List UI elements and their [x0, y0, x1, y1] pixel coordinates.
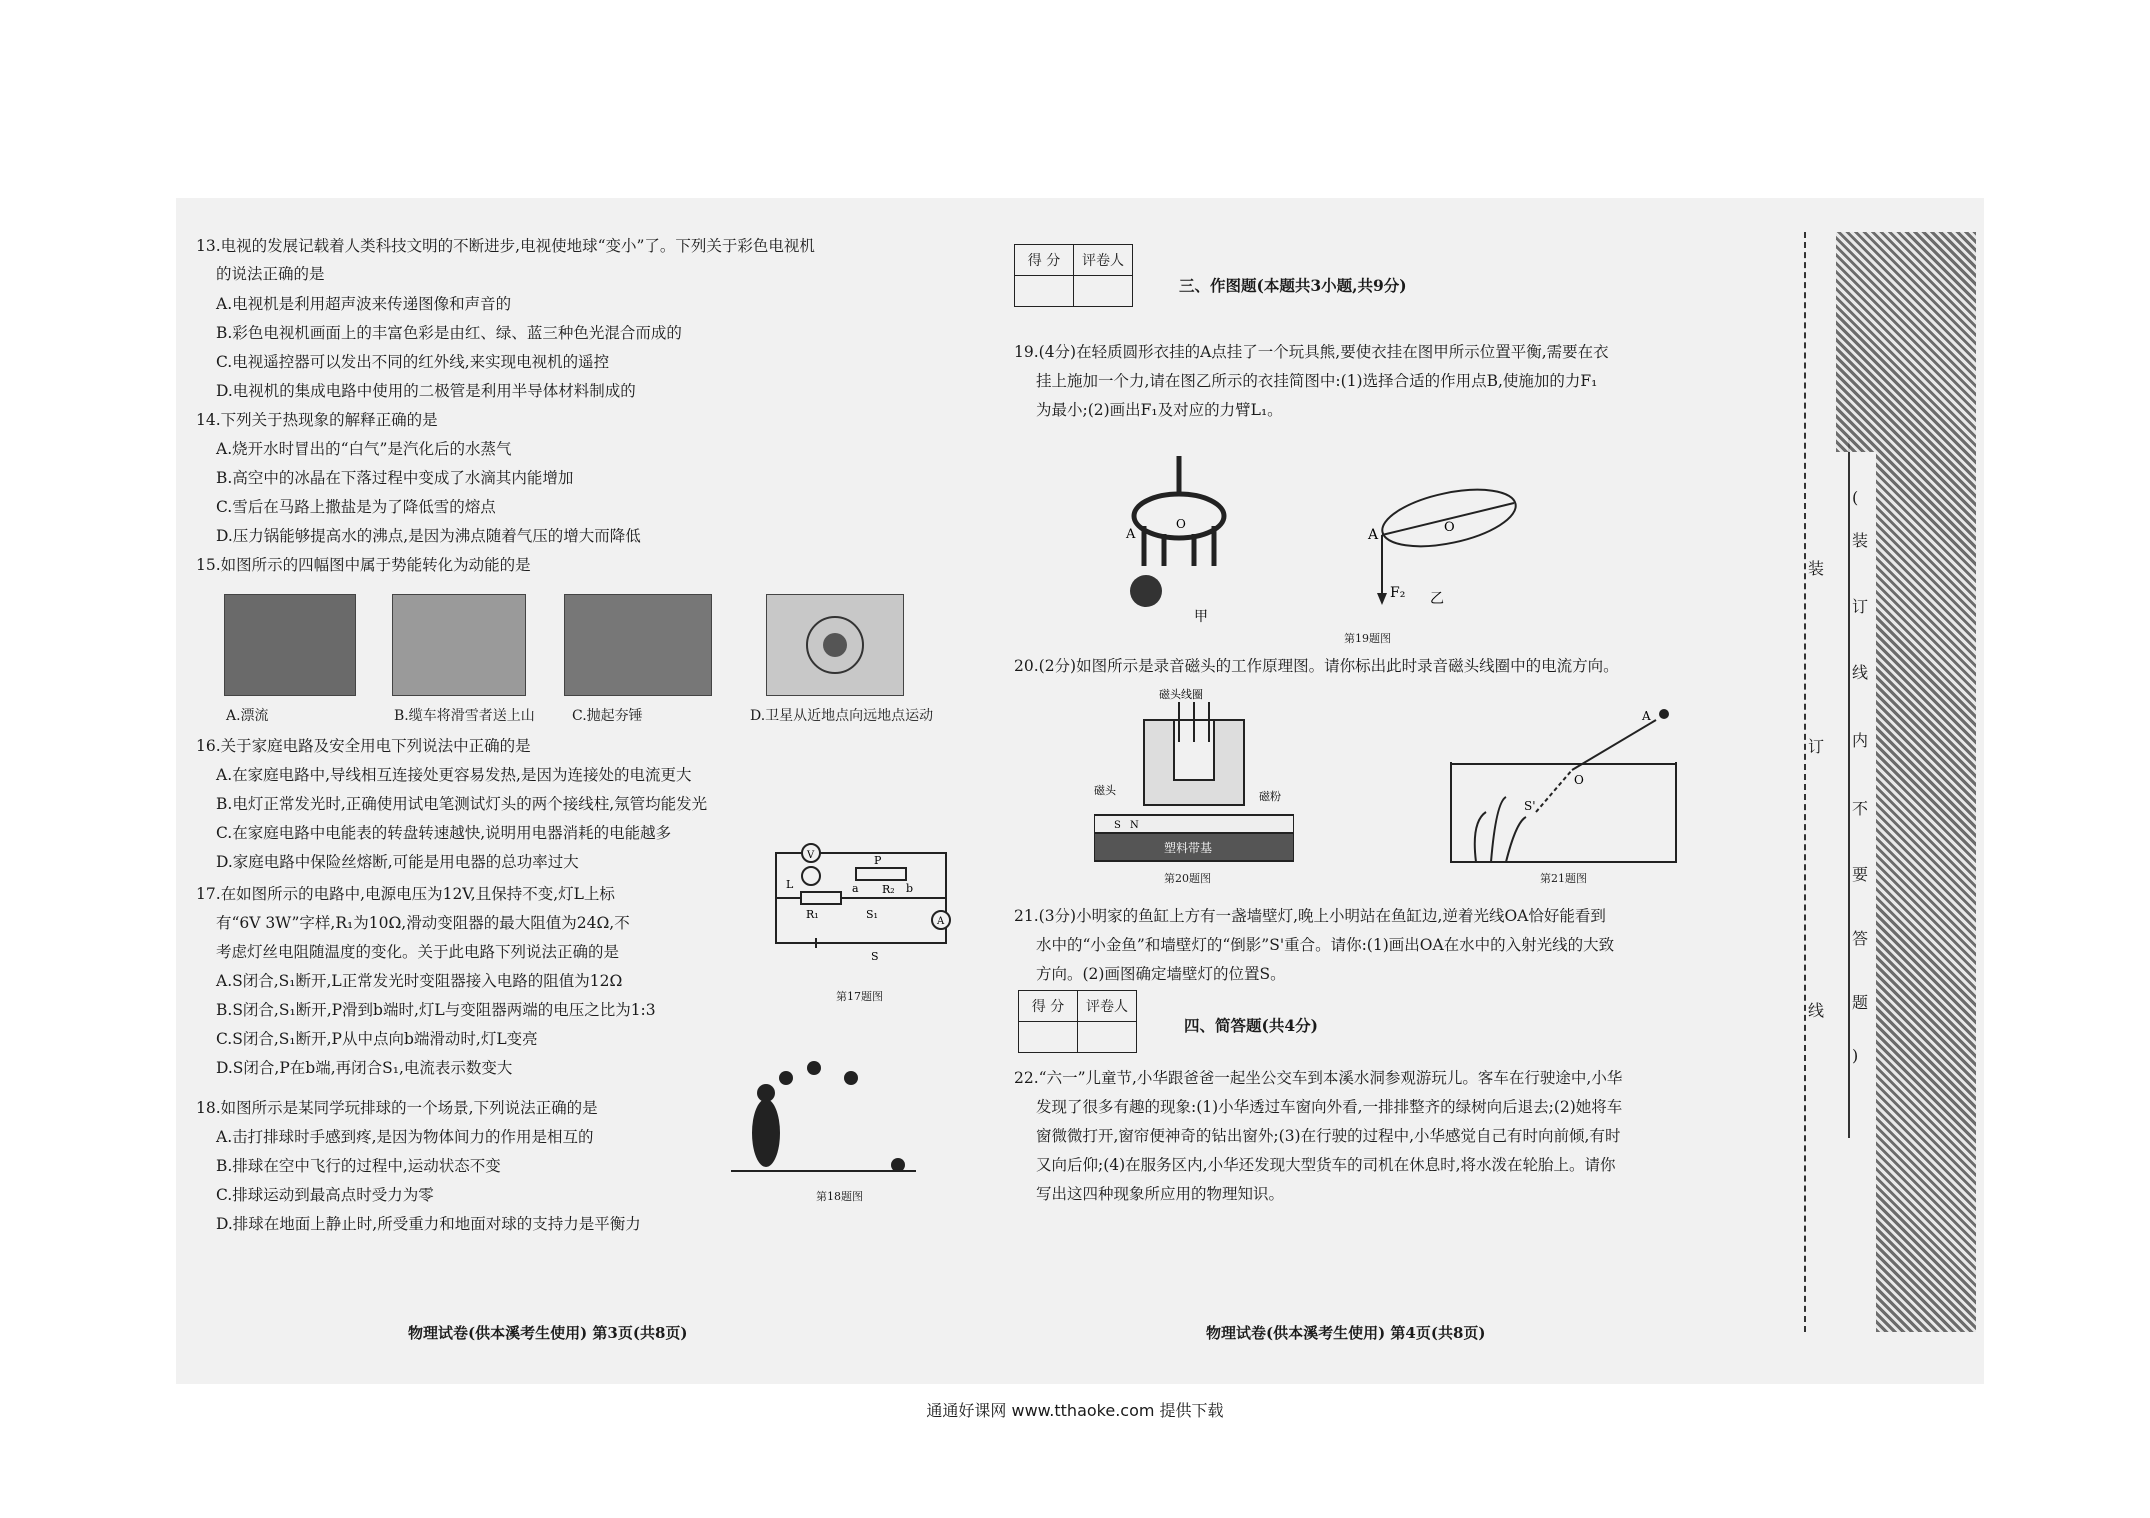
notice-char-6: 要 — [1852, 865, 1869, 884]
q19-line-1: 19.(4分)在轻质圆形衣挂的A点挂了一个玩具熊,要使衣挂在图甲所示位置平衡,需要在衣 — [1014, 343, 1609, 361]
q17-option-a: A.S闭合,S₁断开,L正常发光时变阻器接入电路的阻值为12Ω — [216, 972, 623, 990]
q14-option-b: B.高空中的冰晶在下落过程中变成了水滴其内能增加 — [216, 469, 574, 487]
switch-s-label: S — [871, 950, 879, 963]
q20-stem: 20.(2分)如图所示是录音磁头的工作原理图。请你标出此时录音磁头线圈中的电流方向。 — [1014, 657, 1619, 675]
notice-char-1: 装 — [1852, 531, 1869, 550]
q18-option-a: A.击打排球时手感到疼,是因为物体间力的作用是相互的 — [216, 1128, 594, 1146]
toy-bear-icon — [1130, 575, 1162, 607]
q17-line-1: 17.在如图所示的电路中,电源电压为12V,且保持不变,灯L上标 — [196, 885, 615, 903]
page-3-footer: 物理试卷(供本溪考生使用) 第3页(共8页) — [408, 1324, 688, 1342]
section-3-heading: 三、作图题(本题共3小题,共9分) — [1179, 276, 1407, 295]
section-4-heading: 四、简答题(共4分) — [1184, 1016, 1318, 1035]
notice-char-2: 订 — [1852, 597, 1869, 616]
score-table-section-4 — [1018, 990, 1137, 1053]
q21-line-3: 方向。(2)画图确定墙壁灯的位置S。 — [1036, 965, 1286, 983]
q16-stem: 16.关于家庭电路及安全用电下列说法中正确的是 — [196, 737, 531, 755]
binding-dashed-line — [1804, 232, 1806, 1332]
coil-label: 磁头线圈 — [1159, 688, 1203, 701]
q15-option-b: B.缆车将滑雪者送上山 — [394, 708, 535, 724]
binding-char-inner: 线 — [1808, 1001, 1825, 1020]
q20-recording-head-figure — [1094, 682, 1294, 882]
q17-option-c: C.S闭合,S₁断开,P从中点向b端滑动时,灯L变亮 — [216, 1030, 538, 1048]
rammer-photo — [564, 594, 712, 696]
q19-figure-jia — [1124, 456, 1234, 626]
q17-option-d: D.S闭合,P在b端,再闭合S₁,电流表示数变大 — [216, 1059, 513, 1077]
q21-fish-tank-figure — [1446, 702, 1686, 872]
q22-line-3: 窗微微打开,窗帘便神奇的钻出窗外;(3)在行驶的过程中,小华感觉自己有时向前倾,有时 — [1036, 1127, 1621, 1145]
head-label: 磁头 — [1094, 784, 1116, 797]
q22-line-5: 写出这四种现象所应用的物理知识。 — [1036, 1185, 1285, 1203]
ball-icon — [779, 1071, 793, 1085]
yi-label: 乙 — [1430, 591, 1444, 607]
voltmeter-label: V — [807, 850, 815, 861]
q14-stem: 14.下列关于热现象的解释正确的是 — [196, 411, 438, 429]
page-4-footer: 物理试卷(供本溪考生使用) 第4页(共8页) — [1206, 1324, 1486, 1342]
score-table-section-3 — [1014, 244, 1133, 307]
q21-image-s: S' — [1524, 799, 1536, 813]
q13-line-1: 13.电视的发展记载着人类科技文明的不断进步,电视使地球“变小”了。下列关于彩色电视机 — [196, 237, 815, 255]
q21-point-o: O — [1574, 773, 1584, 787]
q17-line-2: 有“6V 3W”字样,R₁为10Ω,滑动变阻器的最大阻值为24Ω,不 — [216, 914, 630, 932]
hatch-pattern-side — [1876, 452, 1976, 1332]
eye-icon — [1659, 709, 1669, 719]
notice-char-4: 内 — [1852, 731, 1869, 750]
q19-line-3: 为最小;(2)画出F₁及对应的力臂L₁。 — [1036, 401, 1283, 419]
q17-circuit-diagram — [756, 838, 956, 968]
q15-stem: 15.如图所示的四幅图中属于势能转化为动能的是 — [196, 556, 531, 574]
notice-char-3: 线 — [1852, 663, 1869, 682]
q19-figure-yi — [1354, 473, 1524, 613]
r1-label: R₁ — [806, 908, 819, 921]
q18-option-b: B.排球在空中飞行的过程中,运动状态不变 — [216, 1157, 501, 1175]
q15-option-d: D.卫星从近地点向远地点运动 — [750, 708, 934, 724]
q16-option-d: D.家庭电路中保险丝熔断,可能是用电器的总功率过大 — [216, 853, 579, 871]
jia-point-a: A — [1126, 527, 1136, 542]
q13-option-b: B.彩色电视机画面上的丰富色彩是由红、绿、蓝三种色光混合而成的 — [216, 324, 682, 342]
q17-figure-caption: 第17题图 — [836, 990, 883, 1003]
yi-point-a: A — [1368, 527, 1379, 543]
jia-label: 甲 — [1194, 609, 1208, 625]
download-caption: 通通好课网 www.tthaoke.com 提供下载 — [926, 1401, 1224, 1420]
jia-point-o: O — [1176, 517, 1186, 531]
r2-label: R₂ — [882, 883, 895, 896]
tape-pole-s: S — [1114, 820, 1121, 831]
notice-char-0: ( — [1852, 488, 1859, 507]
q18-figure-caption: 第18题图 — [816, 1190, 863, 1203]
q22-line-4: 又向后仰;(4)在服务区内,小华还发现大型货车的司机在休息时,将水泼在轮胎上。请你 — [1036, 1156, 1616, 1174]
q16-option-c: C.在家庭电路中电能表的转盘转速越快,说明用电器消耗的电能越多 — [216, 824, 672, 842]
powder-label: 磁粉 — [1259, 790, 1281, 803]
q14-option-a: A.烧开水时冒出的“白气”是汽化后的水蒸气 — [216, 440, 512, 458]
cable-car-photo — [392, 594, 526, 696]
q14-option-c: C.雪后在马路上撒盐是为了降低雪的熔点 — [216, 498, 496, 516]
q15-option-a: A.漂流 — [226, 708, 269, 724]
binding-char-mid: 订 — [1808, 737, 1825, 756]
q16-option-b: B.电灯正常发光时,正确使用试电笔测试灯头的两个接线柱,氖管均能发光 — [216, 795, 708, 813]
q18-option-c: C.排球运动到最高点时受力为零 — [216, 1186, 434, 1204]
q18-stem: 18.如图所示是某同学玩排球的一个场景,下列说法正确的是 — [196, 1099, 598, 1117]
q13-line-2: 的说法正确的是 — [216, 265, 325, 283]
q18-option-d: D.排球在地面上静止时,所受重力和地面对球的支持力是平衡力 — [216, 1215, 641, 1233]
slider-label: P — [874, 854, 882, 867]
lamp-label: L — [786, 878, 794, 891]
grader-cell — [1078, 1022, 1137, 1053]
exam-sheet — [176, 198, 1984, 1384]
score-cell — [1019, 1022, 1078, 1053]
rafting-photo — [224, 594, 356, 696]
q17-line-3: 考虑灯丝电阻随温度的变化。关于此电路下列说法正确的是 — [216, 943, 620, 961]
satellite-photo — [766, 594, 904, 696]
q13-option-c: C.电视遥控器可以发出不同的红外线,来实现电视机的遥控 — [216, 353, 610, 371]
force-f2-label: F₂ — [1390, 585, 1406, 601]
ammeter-label: A — [937, 916, 945, 927]
q21-line-2: 水中的“小金鱼”和墙壁灯的“倒影”S'重合。请你:(1)画出OA在水中的入射光线的大致 — [1036, 936, 1615, 954]
satellite-orbit-icon — [767, 595, 903, 695]
q21-point-a: A — [1642, 709, 1651, 723]
q19-figure-caption: 第19题图 — [1344, 632, 1391, 645]
notice-char-5: 不 — [1852, 799, 1869, 818]
q13-option-d: D.电视机的集成电路中使用的二极管是利用半导体材料制成的 — [216, 382, 636, 400]
yi-point-o: O — [1444, 520, 1455, 535]
tape-pole-n: N — [1130, 820, 1139, 831]
binding-solid-line — [1848, 438, 1850, 1138]
score-header: 得 分 — [1015, 245, 1074, 276]
q17-option-b: B.S闭合,S₁断开,P滑到b端时,灯L与变阻器两端的电压之比为1:3 — [216, 1001, 656, 1019]
score-header: 得 分 — [1019, 991, 1078, 1022]
q21-line-1: 21.(3分)小明家的鱼缸上方有一盏墙壁灯,晚上小明站在鱼缸边,逆着光线OA恰好能看到 — [1014, 907, 1606, 925]
notice-char-8: 题 — [1852, 993, 1869, 1012]
grader-cell — [1074, 276, 1133, 307]
binding-char-outer: 装 — [1808, 559, 1825, 578]
q18-volleyball-figure — [726, 1053, 926, 1183]
q21-figure-caption: 第21题图 — [1540, 872, 1587, 885]
notice-char-7: 答 — [1852, 929, 1869, 948]
q19-line-2: 挂上施加一个力,请在图乙所示的衣挂简图中:(1)选择合适的作用点B,使施加的力F₁ — [1036, 372, 1598, 390]
q13-option-a: A.电视机是利用超声波来传递图像和声音的 — [216, 295, 512, 313]
s1-label: S₁ — [866, 908, 878, 921]
q22-line-1: 22.“六一”儿童节,小华跟爸爸一起坐公交车到本溪水洞参观游玩儿。客车在行驶途中,小华 — [1014, 1069, 1623, 1087]
q14-option-d: D.压力锅能够提高水的沸点,是因为沸点随着气压的增大而降低 — [216, 527, 641, 545]
grader-header: 评卷人 — [1074, 245, 1133, 276]
q20-figure-caption: 第20题图 — [1164, 872, 1211, 885]
player-icon — [752, 1099, 780, 1167]
score-cell — [1015, 276, 1074, 307]
hatch-pattern-top — [1836, 232, 1976, 452]
tape-base-label: 塑料带基 — [1164, 841, 1213, 855]
q15-option-c: C.抛起夯锤 — [572, 708, 643, 724]
terminal-a-label: a — [852, 882, 859, 895]
grader-header: 评卷人 — [1078, 991, 1137, 1022]
notice-char-9: ) — [1852, 1046, 1859, 1065]
terminal-b-label: b — [906, 882, 914, 895]
q22-line-2: 发现了很多有趣的现象:(1)小华透过车窗向外看,一排排整齐的绿树向后退去;(2)她将车 — [1036, 1098, 1623, 1116]
q16-option-a: A.在家庭电路中,导线相互连接处更容易发热,是因为连接处的电流更大 — [216, 766, 692, 784]
